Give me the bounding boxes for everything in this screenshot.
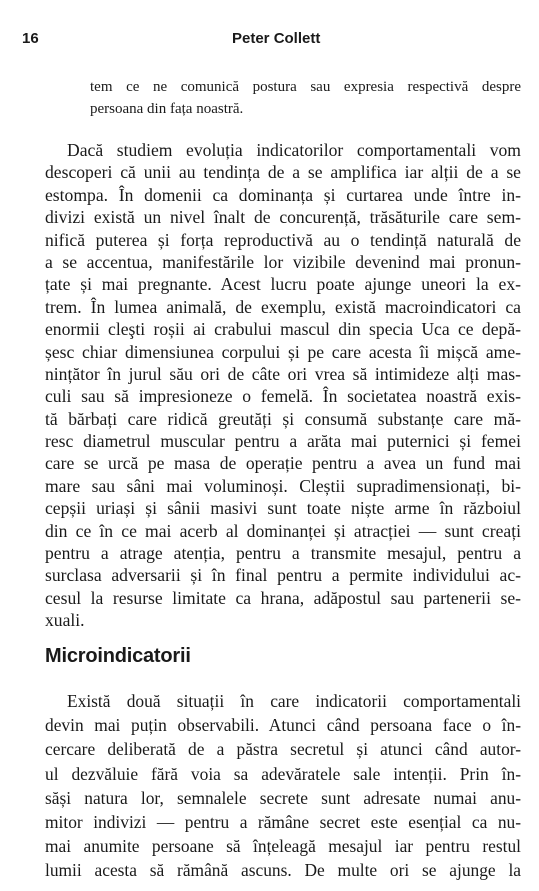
text-line: săși natura lor, semnalele secrete sunt adresate numai anu- [45,787,521,808]
text-line: care se urcă pe masa de operație pentru a avea un fund mai [45,453,521,474]
text-line: enormii cleşti roșii ai crabului mascul din specia Uca ce depă- [45,319,521,340]
text-line: Dacă studiem evoluția indicatorilor comportamentali vom [67,140,521,160]
text-line: resc diametrul muscular pentru a arăta mai puternici și femei [45,431,521,452]
text-line: xuali. [45,610,85,631]
text-line: descoperi că unii au tendința de a se amplifica iar alții de a se [45,162,521,183]
text-line: șesc chiar dimensiunea corpului și pe care acesta îi mișcă ame- [45,341,521,362]
text-line: a se accentua, manifestările lor vizibile devenind mai pronun- [45,251,521,272]
text-line: nifică puterea și forța reproductivă au o tendință naturală de [45,229,521,250]
text-line: lumii acesta să rămână ascuns. De multe ori se ajunge la [45,860,521,881]
text-line: țate și mai pregnante. Acest lucru poate ajunge uneori la ex- [45,274,521,295]
page-header [22,30,517,54]
paragraph-2 [45,689,521,883]
text-line: mai anumite persoane să înțeleagă mesajul iar pentru restul [45,836,521,857]
text-line: mitor indivizi — pentru a rămâne secret este esențial ca nu- [45,811,521,832]
text-line: mare sau sâni mai voluminoși. Cleștii supradimensionați, bi- [45,475,521,496]
text-line: trem. În lumea animală, de exemplu, există macroindicatori ca [45,296,521,317]
text-line: divizi există un nivel înalt de concurență, trăsăturile care sem- [45,207,521,228]
quote-continuation [90,76,521,120]
page-number: 16 [22,30,39,47]
text-line: cesul la resurse limitate ca hrana, adăpostul sau partenerii se- [45,587,521,608]
running-head: Peter Collett [232,30,321,47]
text-line: estompa. În domenii ca dominanța și curtarea unde între in- [45,184,521,205]
text-line: culi sau să impresioneze o femelă. În societatea noastră exis- [45,386,521,407]
text-line: cercare deliberată de a păstra secretul și atunci când autor- [45,739,521,760]
text-line: din ce în ce mai acerb al dominanței și atracției — sunt creați [45,520,521,541]
text-line: tem ce ne comunică postura sau expresia respectivă despre [90,79,521,95]
text-line: ul dezvăluie fără voia sa adevăratele sale intenții. Prin în- [45,763,521,784]
text-line: persoana din fața noastră. [90,101,244,117]
section-heading: Microindicatorii [45,645,191,667]
text-line: devin mai puțin observabili. Atunci când persoana face o în- [45,715,521,736]
text-line: tă bărbați care ridică greutăți și consumă substanțe care mă- [45,408,521,429]
text-line: surclasa adversarii și în final pentru a permite individului ac- [45,565,521,586]
paragraph-1 [45,139,521,632]
text-line: pentru a atrage atenția, pentru a transmite mesajul, pentru a [45,543,521,564]
text-line: nințător în jurul său ori de câte ori vrea să intimideze alți mas- [45,363,521,384]
text-line: Există două situații în care indicatorii comportamentali [67,691,521,711]
text-line: cepșii uriași și sânii masivi sunt toate niște arme în războiul [45,498,521,519]
